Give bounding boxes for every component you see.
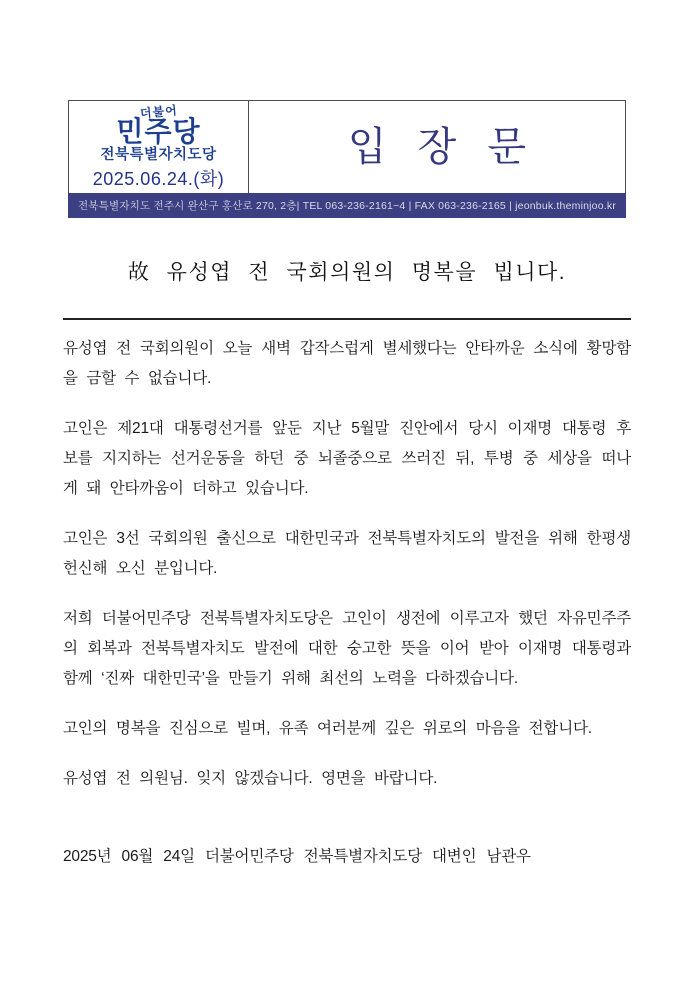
statement-type-cell — [249, 101, 625, 193]
letterhead — [68, 100, 626, 218]
paragraph-6: 유성엽 전 의원님. 잊지 않겠습니다. 영면을 바랍니다. — [63, 770, 438, 787]
party-logo-top-label: 더불어 — [139, 103, 178, 121]
paragraph-1: 유성엽 전 국회의원이 오늘 새벽 갑작스럽게 별세했다는 안타까운 소식에 황망함을 금할 수 없습니다. — [63, 340, 631, 387]
party-logo-block — [69, 101, 249, 193]
body-paragraphs — [63, 334, 631, 794]
signature-line: 2025년 06월 24일 더불어민주당 전북특별자치도당 대변인 남관우 — [63, 848, 531, 865]
party-logo-name: 민주당 — [116, 116, 201, 147]
document-content — [63, 258, 631, 872]
statement-title: 故 유성엽 전 국회의원의 명복을 빕니다. — [127, 261, 567, 284]
contact-info-bar: 전북특별자치도 전주시 완산구 홍산로 270, 2층| TEL 063-236-2161~4 | FAX 063-236-2165 | jeonbuk.theminjoo.kr — [68, 193, 626, 218]
letterhead-date: 2025.06.24.(화) — [92, 168, 225, 189]
title-divider — [63, 318, 631, 320]
paragraph-5: 고인의 명복을 진심으로 빌며, 유족 여러분께 깊은 위로의 마음을 전합니다. — [63, 720, 592, 737]
paragraph-2: 고인은 제21대 대통령선거를 앞둔 지난 5월말 진안에서 당시 이재명 대통령 후보를 지지하는 선거운동을 하던 중 뇌졸중으로 쓰러진 뒤, 투병 중 세상을 떠나게 돼 안타까움이 더하고 있습니다. — [63, 420, 631, 497]
statement-type-label: 입 장 문 — [347, 125, 537, 169]
party-chapter-name: 전북특별자치도당 — [100, 147, 217, 163]
paragraph-3: 고인은 3선 국회의원 출신으로 대한민국과 전북특별자치도의 발전을 위해 한평생 헌신해 오신 분입니다. — [63, 530, 631, 577]
letterhead-top — [68, 100, 626, 193]
paragraph-4: 저희 더불어민주당 전북특별자치도당은 고인이 생전에 이루고자 했던 자유민주주의 회복과 전북특별자치도 발전에 대한 숭고한 뜻을 이어 받아 이재명 대통령과 함께 ‘진짜 대한민국’을 만들기 위해 최선의 노력을 다하겠습니다. — [63, 610, 631, 687]
